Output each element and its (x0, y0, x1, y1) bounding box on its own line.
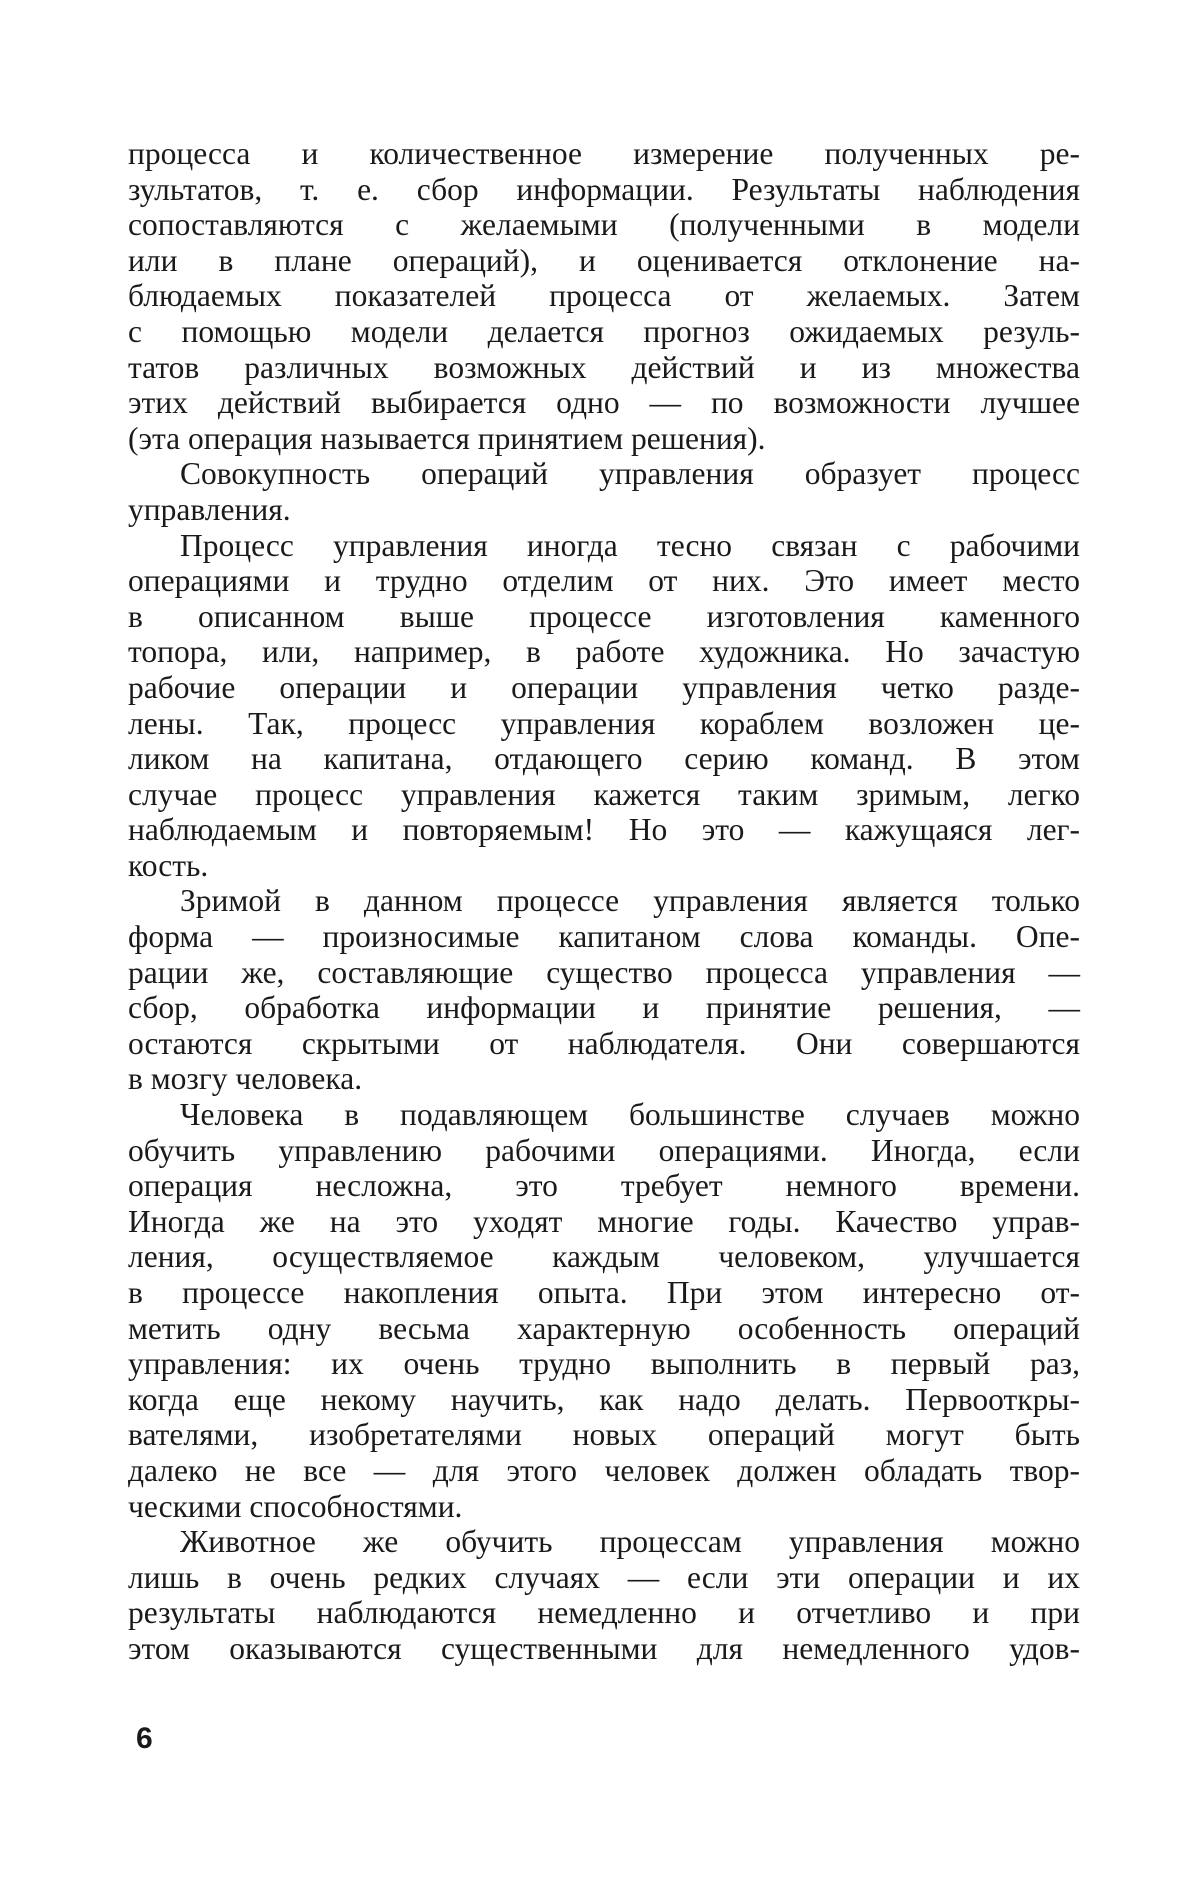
text-line: управления. (128, 491, 291, 527)
text-line: или в плане операций), и оценивается отклонение на- (128, 242, 1080, 278)
text-line: Человека в подавляющем большинстве случаев можно (180, 1097, 1080, 1133)
text-line: Процесс управления иногда тесно связан с рабочими (180, 527, 1080, 563)
text-line: ления, осуществляемое каждым человеком, улучшается (128, 1239, 1080, 1275)
text-line: сбор, обработка информации и принятие решения, — (128, 990, 1080, 1026)
text-line: с помощью модели делается прогноз ожидаемых резуль- (128, 313, 1080, 349)
text-line: Зримой в данном процессе управления является только (180, 883, 1080, 919)
paragraph (128, 1524, 1080, 1666)
text-line: операциями и трудно отделим от них. Это имеет место (128, 563, 1080, 599)
text-line: топора, или, например, в работе художника. Но зачастую (128, 634, 1080, 670)
text-line: когда еще некому научить, как надо делать. Первооткры- (128, 1381, 1080, 1417)
text-line: этих действий выбирается одно — по возможности лучшее (128, 385, 1080, 421)
paragraph (128, 136, 1080, 456)
text-line: остаются скрытыми от наблюдателя. Они совершаются (128, 1025, 1080, 1061)
text-line: ческими способностями. (128, 1488, 463, 1524)
text-line: результаты наблюдаются немедленно и отчетливо и при (128, 1595, 1080, 1631)
text-line: обучить управлению рабочими операциями. Иногда, если (128, 1132, 1080, 1168)
paragraph (128, 528, 1080, 884)
text-line: форма — произносимые капитаном слова команды. Опе- (128, 919, 1080, 955)
page-number: 6 (136, 1722, 153, 1755)
text-line: рабочие операции и операции управления четко разде- (128, 669, 1080, 705)
text-line: процесса и количественное измерение полученных ре- (128, 136, 1080, 171)
page-body (128, 136, 1080, 1667)
text-line: татов различных возможных действий и из множества (128, 349, 1080, 385)
text-line: зультатов, т. е. сбор информации. Результаты наблюдения (128, 171, 1080, 207)
text-line: Иногда же на это уходят многие годы. Качество управ- (128, 1203, 1080, 1239)
text-line: ликом на капитана, отдающего серию команд. В этом (128, 741, 1080, 777)
paragraph (128, 456, 1080, 527)
text-line: управления: их очень трудно выполнить в первый раз, (128, 1346, 1080, 1382)
text-line: лены. Так, процесс управления кораблем возложен це- (128, 705, 1080, 741)
text-line: сопоставляются с желаемыми (полученными в модели (128, 207, 1080, 243)
text-line: операция несложна, это требует немного времени. (128, 1168, 1080, 1204)
text-line: в мозгу человека. (128, 1061, 363, 1097)
text-line: лишь в очень редких случаях — если эти операции и их (128, 1559, 1080, 1595)
text-line: далеко не все — для этого человек должен обладать твор- (128, 1452, 1080, 1488)
text-line: кость. (128, 847, 209, 883)
text-line: (эта операция называется принятием решения). (128, 420, 766, 456)
paragraph (128, 1097, 1080, 1524)
text-line: этом оказываются существенными для немедленного удов- (128, 1630, 1080, 1666)
text-line: Животное же обучить процессам управления можно (180, 1524, 1080, 1560)
text-line: случае процесс управления кажется таким зримым, легко (128, 776, 1080, 812)
text-line: Совокупность операций управления образует процесс (180, 456, 1080, 492)
text-line: в процессе накопления опыта. При этом интересно от- (128, 1275, 1080, 1310)
text-line: вателями, изобретателями новых операций могут быть (128, 1417, 1080, 1453)
text-line: в описанном выше процессе изготовления каменного (128, 598, 1080, 634)
text-line: наблюдаемым и повторяемым! Но это — кажущаяся лег- (128, 812, 1080, 848)
text-line: метить одну весьма характерную особенность операций (128, 1310, 1080, 1346)
text-line: рации же, составляющие существо процесса управления — (128, 954, 1080, 990)
text-line: блюдаемых показателей процесса от желаемых. Затем (128, 278, 1080, 314)
paragraph (128, 883, 1080, 1097)
